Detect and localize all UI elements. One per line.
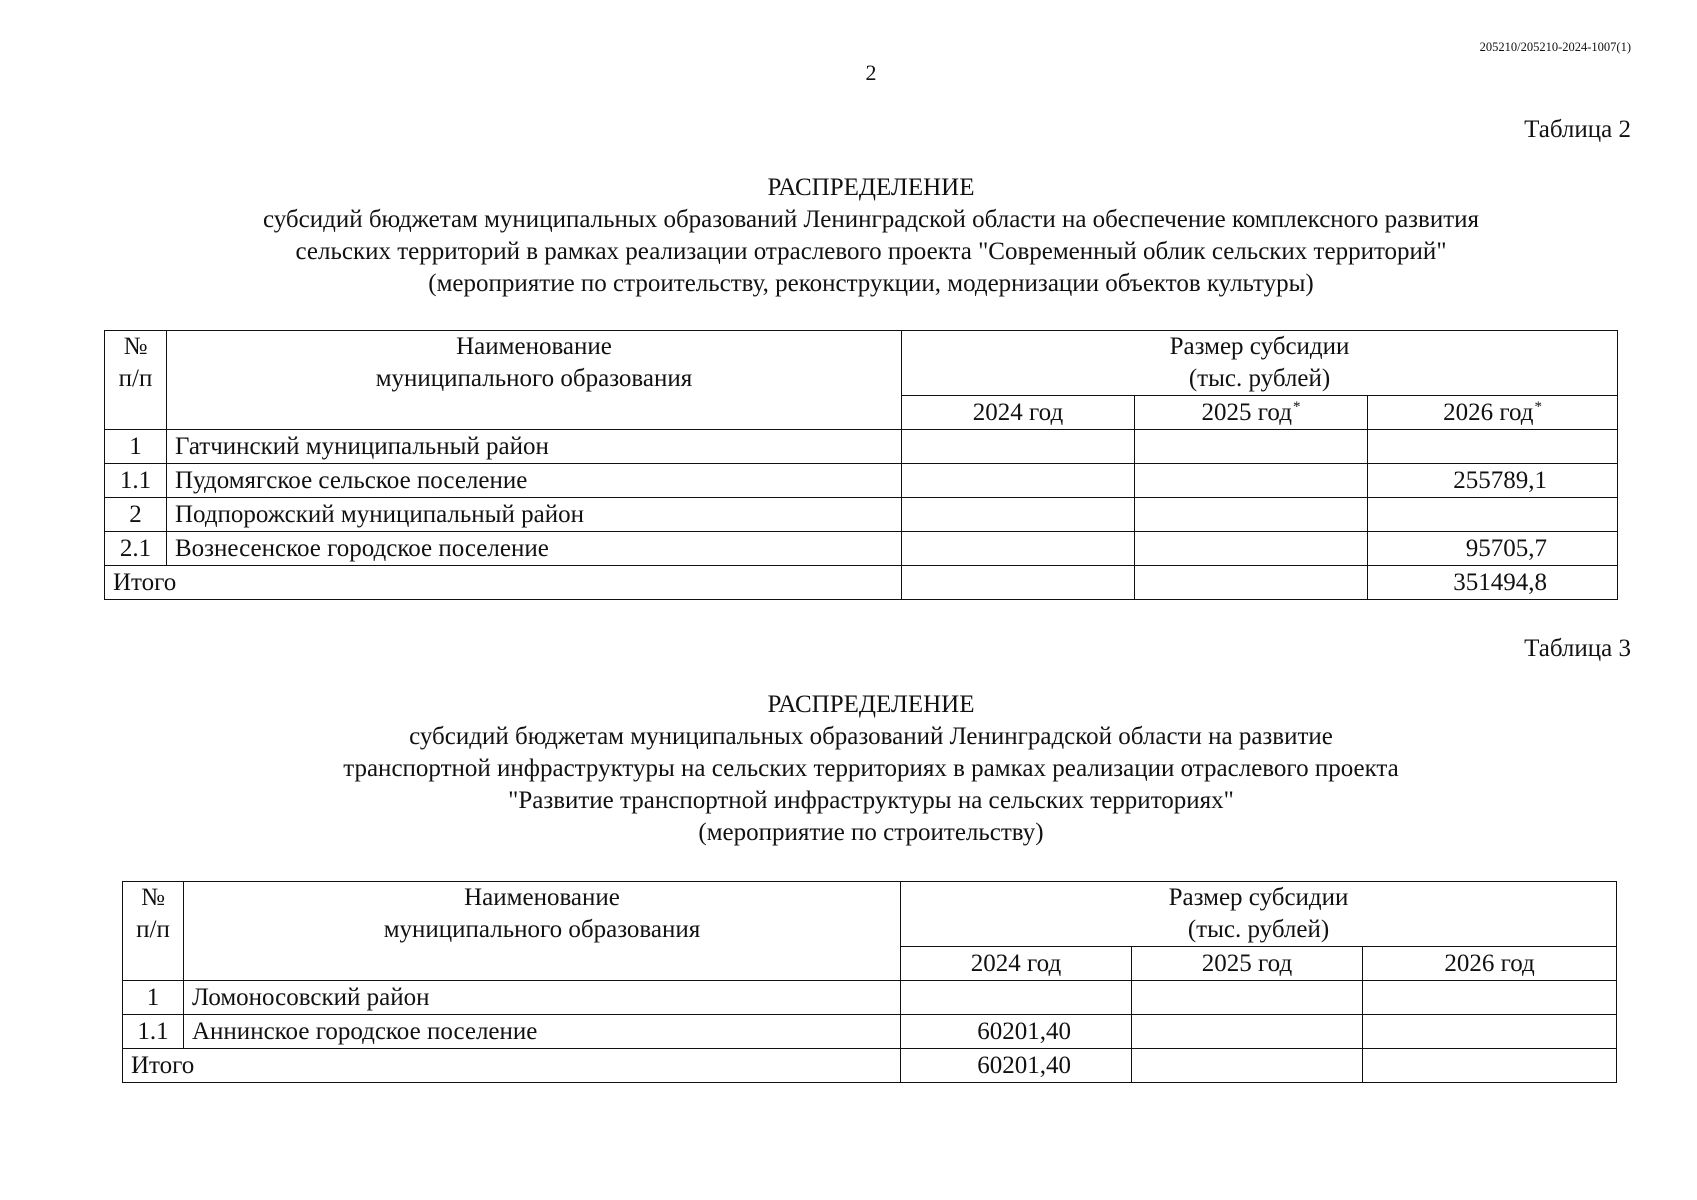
table3-heading-line: "Развитие транспортной инфраструктуры на сельских территориях" — [508, 787, 1234, 814]
table-row — [105, 464, 1618, 498]
row-2025 — [1135, 464, 1368, 498]
table3-header-2026: 2026 год — [1363, 947, 1617, 981]
row-2024 — [901, 981, 1132, 1015]
row-2026: 255789,1 — [1368, 464, 1618, 498]
total-label: Итого — [105, 566, 902, 600]
table2-heading-line: (мероприятие по строительству, реконструкции, модернизации объектов культуры) — [428, 270, 1314, 297]
row-num: 1 — [123, 981, 184, 1015]
table3-header-2024: 2024 год — [901, 947, 1132, 981]
table3-header-name — [184, 882, 901, 981]
total-2026: 351494,8 — [1368, 566, 1618, 600]
table-row — [123, 1015, 1617, 1049]
table3-heading-title: РАСПРЕДЕЛЕНИЕ — [767, 691, 975, 718]
total-2025 — [1135, 566, 1368, 600]
table2-heading-line: субсидий бюджетам муниципальных образований Ленинградской области на обеспечение комплексного развития — [262, 206, 1480, 233]
table2-header-2026 — [1368, 396, 1618, 430]
row-name: Ломоносовский район — [184, 981, 901, 1015]
row-num: 2 — [105, 498, 167, 532]
header-num-line1: № — [123, 333, 148, 360]
table2-header-num — [105, 331, 167, 430]
table-row — [123, 981, 1617, 1015]
row-2026 — [1363, 981, 1617, 1015]
table3-total-row — [123, 1049, 1617, 1083]
table2-header-2025 — [1135, 396, 1368, 430]
table2 — [104, 330, 1618, 600]
row-2024 — [902, 532, 1135, 566]
row-num: 1.1 — [105, 464, 167, 498]
table2-header-amount — [902, 331, 1618, 396]
year-label: 2026 год — [1443, 398, 1534, 426]
footnote-asterisk: * — [1534, 398, 1542, 415]
table2-heading — [0, 172, 1697, 300]
table2-header-name — [167, 331, 902, 430]
row-name: Гатчинский муниципальный район — [167, 430, 902, 464]
total-2024: 60201,40 — [901, 1049, 1132, 1083]
table2-total-row — [105, 566, 1618, 600]
footnote-asterisk: * — [1292, 398, 1301, 415]
year-label: 2024 год — [972, 398, 1064, 426]
year-label: 2025 год — [1201, 398, 1292, 426]
table3-label: Таблица 3 — [1524, 635, 1631, 662]
header-name-line2: муниципального образования — [375, 365, 693, 392]
table2-header-2024 — [902, 396, 1135, 430]
header-num-line2: п/п — [136, 916, 170, 943]
table-row — [105, 430, 1618, 464]
total-2025 — [1132, 1049, 1363, 1083]
table3-header-2025: 2025 год — [1132, 947, 1363, 981]
total-2026 — [1363, 1049, 1617, 1083]
row-name: Пудомягское сельское поселение — [167, 464, 902, 498]
total-2024 — [902, 566, 1135, 600]
page-number: 2 — [865, 60, 877, 85]
header-amount-line2: (тыс. рублей) — [1187, 916, 1330, 943]
header-name-line2: муниципального образования — [383, 916, 701, 943]
row-name: Подпорожский муниципальный район — [167, 498, 902, 532]
header-num-line1: № — [141, 884, 165, 911]
row-2026: 95705,7 — [1368, 532, 1618, 566]
table3-header-num — [123, 882, 184, 981]
header-name-line1: Наименование — [464, 884, 620, 911]
table3-heading-line: субсидий бюджетам муниципальных образований Ленинградской области на развитие — [409, 723, 1333, 750]
document-id: 205210/205210-2024-1007(1) — [1479, 40, 1631, 54]
row-2025 — [1135, 498, 1368, 532]
row-2025 — [1135, 430, 1368, 464]
row-2026 — [1368, 430, 1618, 464]
row-2026 — [1368, 498, 1618, 532]
table3-header-row — [123, 882, 1617, 947]
header-amount-line1: Размер субсидии — [1168, 884, 1349, 911]
header-amount-line2: (тыс. рублей) — [1188, 365, 1331, 392]
row-name: Вознесенское городское поселение — [167, 532, 902, 566]
table3 — [122, 881, 1617, 1083]
row-num: 1 — [105, 430, 167, 464]
table2-header-row — [105, 331, 1618, 396]
header-name-line1: Наименование — [456, 333, 612, 360]
table3-header-amount — [901, 882, 1617, 947]
table3-heading — [0, 689, 1697, 849]
table2-heading-title: РАСПРЕДЕЛЕНИЕ — [767, 174, 975, 201]
row-2025 — [1135, 532, 1368, 566]
table-row — [105, 498, 1618, 532]
row-num: 2.1 — [105, 532, 167, 566]
row-2026 — [1363, 1015, 1617, 1049]
table-row — [105, 532, 1618, 566]
table3-heading-line: (мероприятие по строительству) — [698, 819, 1044, 846]
header-num-line2: п/п — [118, 365, 153, 392]
table2-heading-line: сельских территорий в рамках реализации отраслевого проекта "Современный облик сельских территорий" — [295, 238, 1447, 265]
row-num: 1.1 — [123, 1015, 184, 1049]
row-2024: 60201,40 — [901, 1015, 1132, 1049]
row-name: Аннинское городское поселение — [184, 1015, 901, 1049]
total-label: Итого — [123, 1049, 901, 1083]
table2-label: Таблица 2 — [1524, 116, 1631, 143]
table3-heading-line: транспортной инфраструктуры на сельских территориях в рамках реализации отраслевого проекта — [343, 755, 1399, 782]
row-2024 — [902, 464, 1135, 498]
row-2024 — [902, 498, 1135, 532]
row-2025 — [1132, 981, 1363, 1015]
row-2024 — [902, 430, 1135, 464]
row-2025 — [1132, 1015, 1363, 1049]
header-amount-line1: Размер субсидии — [1169, 333, 1350, 360]
